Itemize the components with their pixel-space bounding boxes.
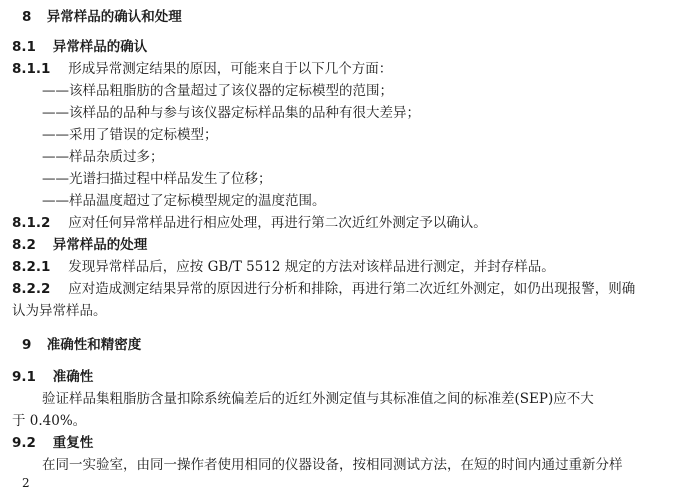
subsection-9-1-heading: [12, 368, 93, 386]
clause-8-1-2: [12, 214, 487, 232]
clause-text: 应对任何异常样品进行相应处理，再进行第二次近红外测定予以确认。: [68, 215, 487, 231]
paragraph-text-continuation: 于 0.40%。: [12, 413, 87, 429]
clause-number: 8.2.2: [12, 281, 51, 297]
clause-8-1-1: [12, 60, 392, 78]
page-number: 2: [22, 476, 30, 490]
subsection-number: 9.1: [12, 369, 36, 385]
section-title: 准确性和精密度: [46, 337, 142, 353]
list-item: ——该样品的品种与参与该仪器定标样品集的品种有很大差异；: [42, 105, 420, 121]
list-item: ——光谱扫描过程中样品发生了位移；: [42, 171, 272, 187]
clause-number: 8.1.1: [12, 61, 51, 77]
paragraph-text: 在同一实验室，由同一操作者使用相同的仪器设备，按相同测试方法，在短的时间内通过重新分样: [42, 457, 623, 473]
list-item: ——样品杂质过多；: [42, 149, 164, 165]
section-number: 8: [22, 9, 32, 25]
clause-8-2-2: [12, 280, 635, 298]
section-title: 异常样品的确认和处理: [46, 9, 182, 25]
list-item: ——采用了错误的定标模型；: [42, 127, 218, 143]
list-item: ——样品温度超过了定标模型规定的温度范围。: [42, 193, 326, 209]
clause-text: 应对造成测定结果异常的原因进行分析和排除，再进行第二次近红外测定，如仍出现报警，则确: [68, 281, 636, 297]
subsection-8-2-heading: [12, 236, 147, 254]
subsection-number: 8.2: [12, 237, 36, 253]
subsection-title: 重复性: [52, 435, 94, 451]
subsection-number: 8.1: [12, 39, 36, 55]
section-number: 9: [22, 337, 32, 353]
paragraph-text: 验证样品集粗脂肪含量扣除系统偏差后的近红外测定值与其标准值之间的标准差(SEP)应不大: [42, 391, 594, 407]
subsection-title: 准确性: [52, 369, 94, 385]
subsection-9-2-heading: [12, 434, 93, 452]
clause-text-continuation: 认为异常样品。: [12, 303, 107, 319]
subsection-title: 异常样品的确认: [52, 39, 148, 55]
section-8-heading: [22, 8, 182, 26]
subsection-number: 9.2: [12, 435, 36, 451]
subsection-title: 异常样品的处理: [52, 237, 148, 253]
clause-8-2-1: [12, 258, 555, 276]
list-item: ——该样品粗脂肪的含量超过了该仪器的定标模型的范围；: [42, 83, 393, 99]
clause-text: 形成异常测定结果的原因，可能来自于以下几个方面：: [68, 61, 393, 77]
section-9-heading: [22, 336, 141, 354]
clause-text: 发现异常样品后，应按 GB/T 5512 规定的方法对该样品进行测定，并封存样品。: [68, 259, 555, 275]
clause-number: 8.1.2: [12, 215, 51, 231]
subsection-8-1-heading: [12, 38, 147, 56]
clause-number: 8.2.1: [12, 259, 51, 275]
